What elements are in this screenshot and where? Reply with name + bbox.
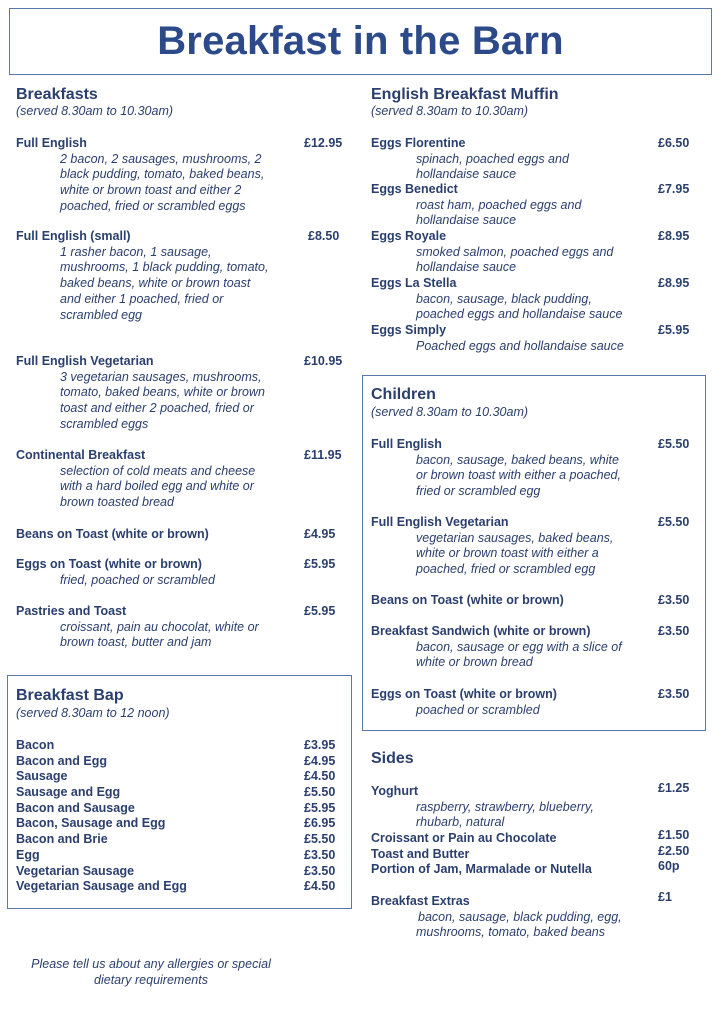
item-name: Beans on Toast (white or brown): [16, 527, 209, 541]
menu-item-eggs-benedict: [371, 182, 701, 229]
item-price: £1: [658, 890, 672, 904]
item-desc-line: 2 bacon, 2 sausages, mushrooms, 2: [60, 151, 262, 166]
item-name: Bacon and Sausage: [16, 800, 135, 815]
menu-item-children-full-english: [371, 437, 701, 500]
menu-item-full-english-vegetarian: [16, 354, 348, 433]
item-price: £8.95: [658, 229, 690, 243]
item-price: £6.95: [304, 816, 336, 831]
item-price: 60p: [658, 859, 680, 873]
item-price: £5.95: [658, 323, 690, 337]
item-desc-line: toast and either 2 poached, fried or: [60, 401, 254, 416]
list-item: [16, 864, 342, 880]
item-name: Bacon, Sausage and Egg: [16, 816, 166, 831]
item-name: Full English (small): [16, 229, 131, 243]
item-name: Sausage: [16, 769, 68, 784]
item-price: £3.50: [304, 847, 336, 862]
list-item: [16, 816, 342, 832]
item-desc-line: white or brown toast with either a: [416, 546, 599, 561]
item-name: Continental Breakfast: [16, 448, 146, 462]
item-price: £3.50: [658, 687, 690, 701]
item-desc-line: hollandaise sauce: [416, 167, 517, 182]
item-desc-line: poached or scrambled: [416, 702, 540, 717]
item-name: Eggs Simply: [371, 323, 447, 337]
item-desc-line: fried, poached or scrambled: [60, 572, 215, 587]
item-price: £4.50: [304, 879, 336, 894]
item-name: Full English: [371, 437, 442, 451]
item-desc-line: hollandaise sauce: [416, 213, 517, 228]
breakfasts-heading: Breakfasts: [16, 86, 98, 103]
item-price: £1.50: [658, 828, 690, 842]
item-desc-line: bacon, sausage, black pudding,: [416, 291, 592, 306]
item-desc-line: bacon, sausage, black pudding, egg,: [418, 909, 622, 924]
menu-item-children-full-english-vegetarian: [371, 515, 701, 578]
item-price: £8.50: [308, 229, 340, 243]
item-name: Bacon and Egg: [16, 753, 107, 768]
item-name: Yoghurt: [371, 784, 418, 798]
list-item: [16, 848, 342, 864]
item-name: Portion of Jam, Marmalade or Nutella: [371, 862, 592, 876]
item-price: £7.95: [658, 182, 690, 196]
item-price: £3.50: [658, 624, 690, 638]
item-desc-line: Poached eggs and hollandaise sauce: [416, 338, 624, 353]
item-desc-line: scrambled eggs: [60, 416, 149, 431]
item-desc-line: with a hard boiled egg and white or: [60, 479, 254, 494]
item-desc-line: mushrooms, 1 black pudding, tomato,: [60, 260, 269, 275]
item-desc-line: spinach, poached eggs and: [416, 151, 569, 166]
item-price: £12.95: [304, 136, 343, 150]
menu-item-children-breakfast-sandwich: [371, 624, 701, 671]
item-desc-line: white or brown bread: [416, 655, 533, 670]
item-desc-line: bacon, sausage or egg with a slice of: [416, 639, 622, 654]
menu-item-eggs-on-toast: [16, 557, 348, 588]
menu-item-eggs-royale: [371, 229, 701, 276]
item-price: £6.50: [658, 136, 690, 150]
item-price: £8.95: [658, 276, 690, 290]
menu-item-children-beans-on-toast: [371, 593, 701, 609]
item-price: £3.50: [658, 593, 690, 607]
allergy-note-line: Please tell us about any allergies or special: [31, 957, 271, 971]
item-price: £5.50: [658, 437, 690, 451]
menu-item-croissant: [371, 828, 701, 847]
item-name: Eggs Florentine: [371, 136, 466, 150]
list-item: [16, 754, 342, 770]
item-desc-line: croissant, pain au chocolat, white or: [60, 619, 259, 634]
item-desc-line: raspberry, strawberry, blueberry,: [416, 799, 594, 814]
bap-heading: Breakfast Bap: [16, 687, 124, 704]
children-heading: Children: [371, 386, 436, 403]
item-name: Eggs on Toast (white or brown): [16, 557, 202, 571]
bap-list: [16, 738, 342, 895]
item-desc-line: 1 rasher bacon, 1 sausage,: [60, 244, 212, 259]
item-name: Eggs La Stella: [371, 276, 457, 290]
menu-item-yoghurt: [371, 781, 701, 831]
item-price: £5.95: [304, 557, 336, 571]
item-desc-line: mushrooms, tomato, baked beans: [416, 925, 605, 940]
list-item: [16, 879, 342, 895]
list-item: [16, 769, 342, 785]
item-name: Bacon and Brie: [16, 832, 108, 847]
item-name: Beans on Toast (white or brown): [371, 593, 564, 607]
item-desc-line: brown toast, butter and jam: [60, 635, 212, 650]
item-price: £4.95: [304, 527, 336, 541]
item-desc-line: 3 vegetarian sausages, mushrooms,: [60, 369, 262, 384]
item-desc-line: black pudding, tomato, baked beans,: [60, 167, 265, 182]
item-desc-line: vegetarian sausages, baked beans,: [416, 530, 614, 545]
list-item: [16, 738, 342, 754]
item-desc-line: poached eggs and hollandaise sauce: [416, 307, 623, 322]
item-price: £10.95: [304, 354, 343, 368]
item-price: £4.95: [304, 753, 336, 768]
menu-item-continental-breakfast: [16, 448, 348, 511]
item-desc-line: fried or scrambled egg: [416, 484, 541, 499]
muffin-heading: English Breakfast Muffin: [371, 86, 559, 103]
allergy-note: [10, 956, 292, 988]
item-price: £5.50: [304, 785, 336, 800]
item-desc-line: and either 1 poached, fried or: [60, 291, 224, 306]
sides-heading: Sides: [371, 750, 414, 767]
item-name: Croissant or Pain au Chocolate: [371, 831, 557, 845]
menu-item-full-english: [16, 136, 348, 215]
item-desc-line: rhubarb, natural: [416, 815, 505, 830]
item-desc-line: baked beans, white or brown toast: [60, 276, 251, 291]
item-name: Vegetarian Sausage: [16, 863, 135, 878]
item-desc-line: bacon, sausage, baked beans, white: [416, 452, 619, 467]
item-name: Breakfast Extras: [371, 894, 470, 908]
item-name: Bacon: [16, 738, 55, 752]
item-price: £11.95: [304, 448, 342, 462]
item-price: £2.50: [658, 844, 690, 858]
item-desc-line: smoked salmon, poached eggs and: [416, 244, 614, 259]
menu-item-breakfast-extras: [371, 890, 701, 941]
item-name: Eggs Benedict: [371, 182, 458, 196]
item-desc-line: selection of cold meats and cheese: [60, 463, 256, 478]
item-desc-line: or brown toast with either a poached,: [416, 468, 621, 483]
item-desc-line: white or brown toast and either 2: [60, 183, 242, 198]
item-price: £5.95: [304, 604, 336, 618]
item-desc-line: hollandaise sauce: [416, 260, 517, 275]
bap-served: (served 8.30am to 12 noon): [16, 706, 170, 720]
item-name: Vegetarian Sausage and Egg: [16, 879, 187, 894]
item-name: Full English Vegetarian: [16, 354, 154, 368]
menu-item-eggs-simply: [371, 323, 701, 354]
menu-title-box: [9, 8, 712, 75]
item-desc-line: scrambled egg: [60, 307, 142, 322]
item-name: Eggs Royale: [371, 229, 447, 243]
allergy-note-line: dietary requirements: [94, 973, 208, 987]
menu-item-children-eggs-on-toast: [371, 687, 701, 718]
item-price: £5.50: [304, 832, 336, 847]
item-name: Sausage and Egg: [16, 785, 121, 800]
list-item: [16, 785, 342, 801]
item-desc-line: poached, fried or scrambled eggs: [60, 198, 246, 213]
menu-item-portion-of-jam: [371, 859, 701, 878]
item-name: Full English: [16, 136, 87, 150]
item-price: £1.25: [658, 781, 690, 795]
menu-title: Breakfast in the Barn: [157, 19, 564, 63]
menu-item-eggs-florentine: [371, 136, 701, 183]
menu-item-pastries-and-toast: [16, 604, 348, 651]
item-price: £5.95: [304, 800, 336, 815]
children-served: (served 8.30am to 10.30am): [371, 405, 529, 419]
item-name: Toast and Butter: [371, 847, 470, 861]
item-desc-line: tomato, baked beans, white or brown: [60, 385, 265, 400]
muffin-served: (served 8.30am to 10.30am): [371, 104, 529, 118]
menu-item-full-english-small: [16, 229, 348, 323]
item-price: £4.50: [304, 769, 336, 784]
item-name: Eggs on Toast (white or brown): [371, 687, 557, 701]
menu-item-beans-on-toast: [16, 527, 348, 543]
item-desc-line: poached, fried or scrambled egg: [416, 562, 596, 577]
item-desc-line: brown toasted bread: [60, 495, 174, 510]
item-name: Full English Vegetarian: [371, 515, 509, 529]
breakfasts-served: (served 8.30am to 10.30am): [16, 104, 174, 118]
menu-item-eggs-la-stella: [371, 276, 701, 323]
item-name: Egg: [16, 847, 40, 862]
item-price: £3.95: [304, 738, 336, 752]
item-price: £3.50: [304, 863, 336, 878]
item-name: Pastries and Toast: [16, 604, 127, 618]
item-name: Breakfast Sandwich (white or brown): [371, 624, 591, 638]
menu-item-toast-and-butter: [371, 844, 701, 863]
item-price: £5.50: [658, 515, 690, 529]
item-desc-line: roast ham, poached eggs and: [416, 197, 582, 212]
list-item: [16, 801, 342, 817]
list-item: [16, 832, 342, 848]
